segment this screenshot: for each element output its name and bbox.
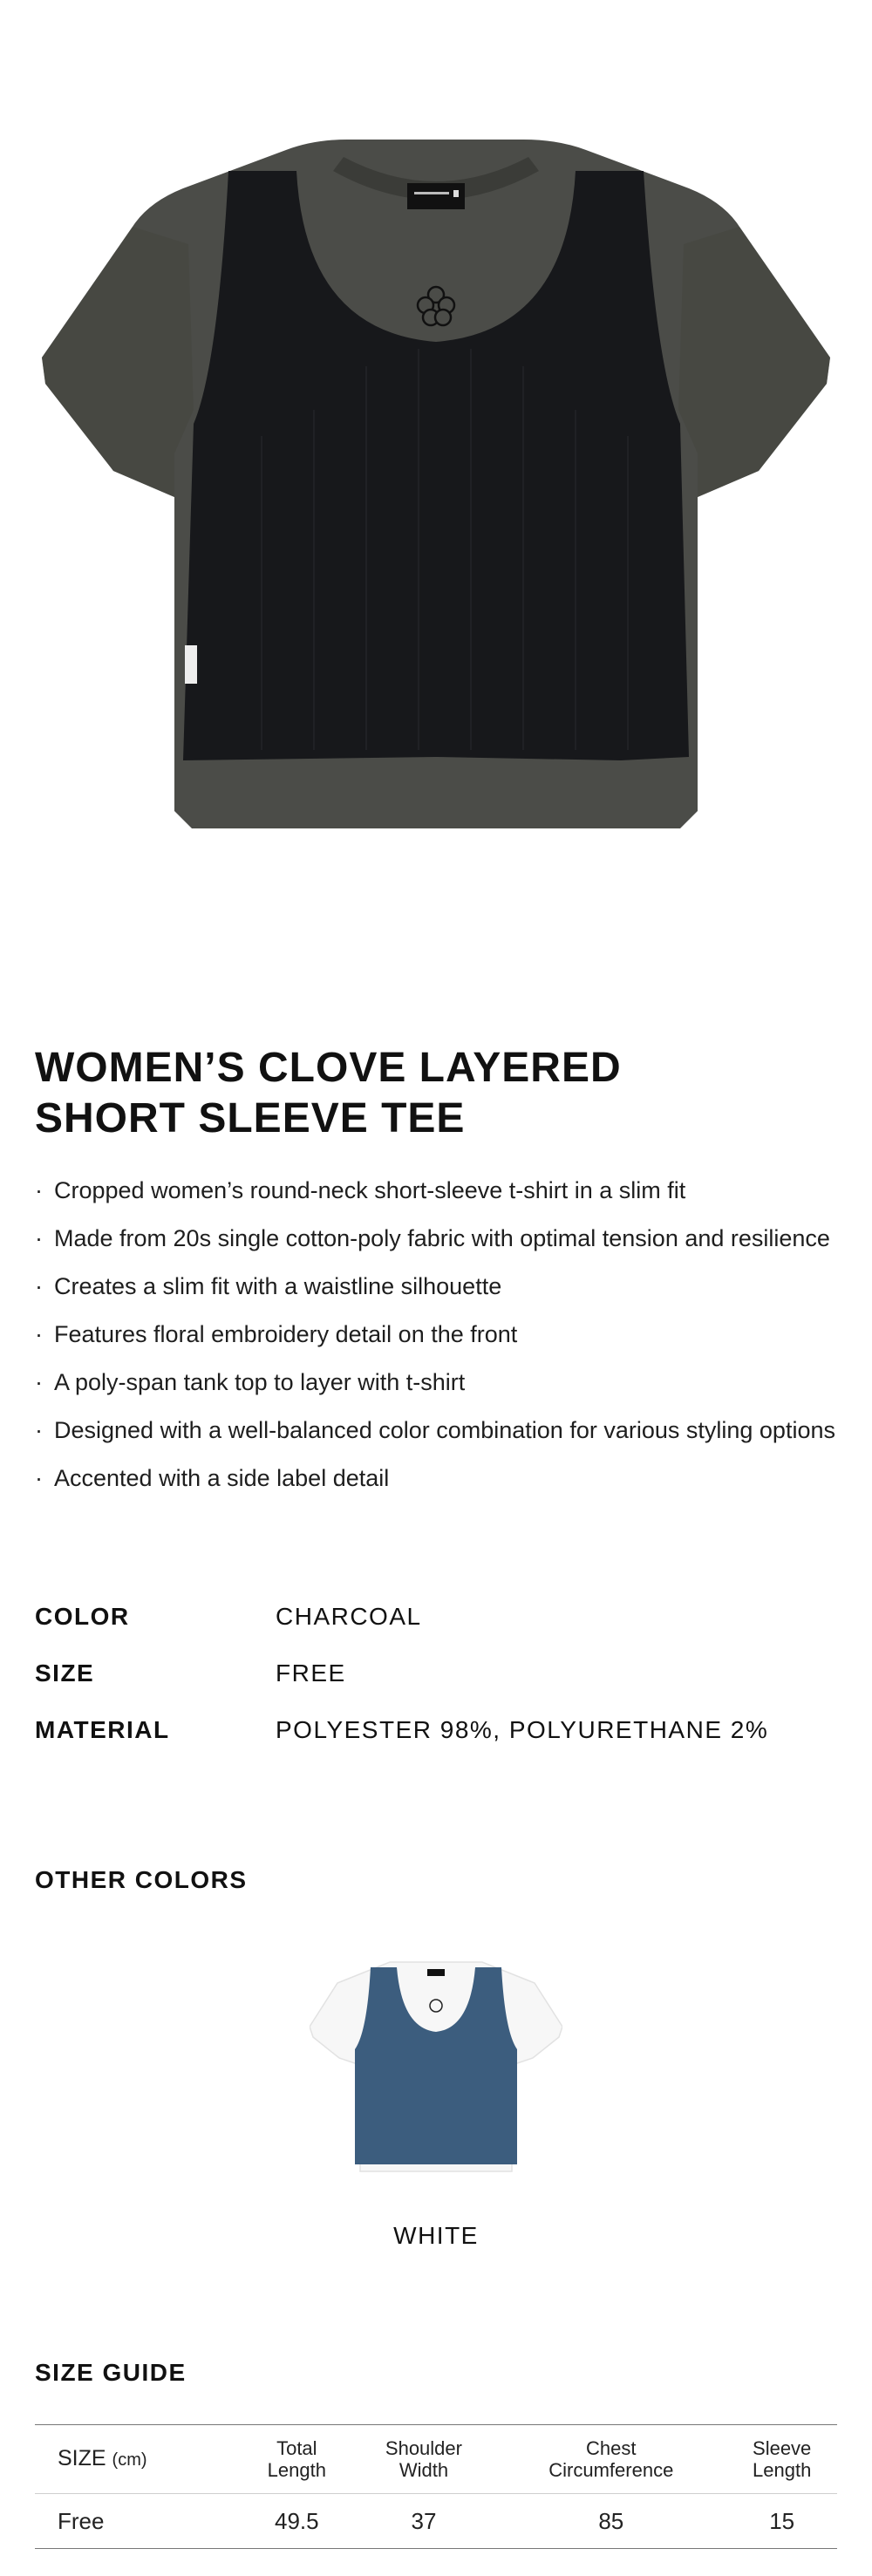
feature-item: [35, 1311, 855, 1359]
feature-text: Made from 20s single cotton-poly fabric with optimal tension and resilience: [54, 1225, 830, 1251]
spec-value: FREE: [276, 1659, 346, 1687]
measure-cell: 85: [598, 2507, 624, 2534]
spec-value: POLYESTER 98%, POLYURETHANE 2%: [276, 1716, 769, 1743]
bullet-dot: ·: [35, 1369, 43, 1395]
spec-value: CHARCOAL: [276, 1603, 422, 1630]
measure-cell: 37: [411, 2507, 437, 2534]
white-tee-illustration: [310, 1953, 562, 2189]
other-color-name[interactable]: WHITE: [393, 2222, 479, 2249]
bullet-dot: ·: [35, 1465, 43, 1491]
feature-item: [35, 1455, 855, 1503]
feature-item: [35, 1263, 855, 1311]
spec-row-material: [35, 1713, 837, 1769]
other-colors-heading: OTHER COLORS: [35, 1866, 248, 1893]
size-column-header: [35, 2425, 242, 2494]
measure-cell: 49.5: [275, 2507, 319, 2534]
feature-item: [35, 1407, 855, 1455]
feature-item: [35, 1167, 855, 1215]
column-header-chest-circumference: Chest Circumference: [548, 2437, 674, 2481]
product-title: [35, 1043, 820, 1144]
size-label: SIZE: [58, 2445, 106, 2470]
feature-item: [35, 1215, 855, 1263]
spec-label: SIZE: [35, 1659, 95, 1687]
bullet-dot: ·: [35, 1225, 43, 1251]
spec-label: MATERIAL: [35, 1716, 170, 1743]
size-cell: Free: [58, 2507, 105, 2534]
column-header-sleeve-length: Sleeve Length: [753, 2437, 812, 2481]
product-title-line-1: WOMEN’S CLOVE LAYERED: [35, 1045, 622, 1091]
column-header-shoulder-width: Shoulder Width: [385, 2437, 462, 2481]
feature-text: Accented with a side label detail: [54, 1465, 390, 1491]
side-label: [185, 645, 197, 684]
spec-row-color: [35, 1599, 837, 1656]
feature-item: [35, 1359, 855, 1407]
feature-list: [35, 1167, 855, 1503]
feature-text: Creates a slim fit with a waistline silhouette: [54, 1273, 502, 1299]
unit-label: (cm): [112, 2450, 147, 2470]
charcoal-tee-illustration: [0, 0, 872, 968]
feature-text: Designed with a well-balanced color combination for various styling options: [54, 1417, 835, 1443]
bullet-dot: ·: [35, 1273, 43, 1299]
measure-cell: 15: [769, 2507, 795, 2534]
size-guide-header-row: [35, 2425, 837, 2494]
feature-text: Cropped women’s round-neck short-sleeve t-shirt in a slim fit: [54, 1177, 686, 1203]
bullet-dot: ·: [35, 1417, 43, 1443]
spec-table: [35, 1599, 837, 1769]
product-hero-image: [0, 0, 872, 968]
table-row: [35, 2494, 837, 2549]
feature-text: Features floral embroidery detail on the front: [54, 1321, 518, 1347]
size-guide-heading: SIZE GUIDE: [35, 2359, 187, 2386]
spec-label: COLOR: [35, 1603, 130, 1630]
product-title-line-2: SHORT SLEEVE TEE: [35, 1095, 466, 1141]
bullet-dot: ·: [35, 1177, 43, 1203]
feature-text: A poly-span tank top to layer with t-shirt: [54, 1369, 466, 1395]
other-color-thumbnail-white[interactable]: [310, 1953, 562, 2189]
column-header-total-length: Total Length: [267, 2437, 326, 2481]
spec-row-size: [35, 1656, 837, 1713]
bullet-dot: ·: [35, 1321, 43, 1347]
size-guide-table: [35, 2424, 837, 2549]
